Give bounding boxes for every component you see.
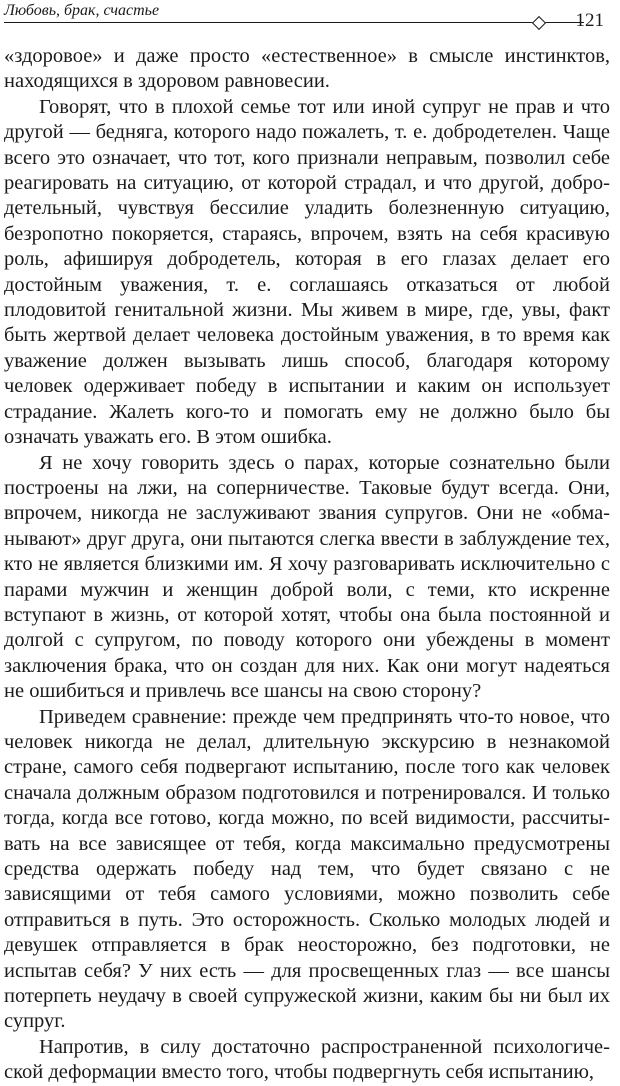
paragraph: Говорят, что в плохой семье тот или иной супруг не прав и что другой — бедняга, которого надо пожалеть, т. е. добродетелен. Чаще всего это означает, что тот, кого признали неправым, позволил себе реагировать на ситуацию, от которой страдал, и что другой, добродетельный, чувствуя бессилие уладить болезненную ситуацию, безропотно покоряется, стараясь, впрочем, взять на себя красивую роль, афишируя добродетель, которая в его глазах делает его достойным уважения, т. е. соглашаясь отказаться от любой плодовитой генитальной жизни. Мы живем в мире, где, увы, факт быть жертвой делает человека достойным уважения, в то время как уважение должен вызывать лишь способ, благодаря которому человек одерживает победу в испытании и каким он использует страдание. Жалеть кого-то и помогать ему не должно было бы означать уважать его. В этом ошибка. [4, 95, 610, 449]
running-header [4, 0, 614, 44]
body-text [4, 44, 610, 1086]
paragraph: Напротив, в силу достаточно распространенной психологической деформации вместо того, чтобы подвергнуть себя испытанию, [4, 1035, 610, 1084]
diamond-ornament-icon [532, 16, 546, 30]
page-number: 121 [575, 10, 604, 31]
paragraph: Приведем сравнение: прежде чем предпринять что-то новое, что человек никогда не делал, длительную экскурсию в незнакомой стране, самого себя подвергают испытанию, после того как человек сначала должным образом подготовился и потренировался. И только тогда, когда все готово, когда можно, по всей видимости, рассчитывать на все зависящее от тебя, когда максимально предусмотрены средства одержать победу над тем, что будет связано с не зависящими от тебя самого условиями, можно позволить себе отправиться в путь. Это осторожность. Сколько молодых людей и девушек отправляется в брак неосторожно, без подготовки, не испытав себя? У них есть — для просвещенных глаз — все шансы потерпеть неудачу в своей супружеской жизни, каким бы ни был их супруг. [4, 705, 610, 1033]
running-title: Любовь, брак, счастье [4, 2, 160, 19]
paragraph: Я не хочу говорить здесь о парах, которые сознательно были построены на лжи, на соперничестве. Таковые будут всегда. Они, впрочем, никогда не заслуживают звания супругов. Они не «обманывают» друг друга, они пытаются слегка ввести в заблуждение тех, кто не является близкими им. Я хочу разговаривать исключительно с парами мужчин и женщин доброй воли, с теми, кто искренне вступают в жизнь, от которой хотят, чтобы она была постоянной и долгой с супругом, по поводу которого они убеждены в момент заключения брака, что он создан для них. Как они могут надеяться не ошибиться и привлечь все шансы на свою сторону? [4, 451, 610, 703]
header-rule [4, 22, 584, 23]
paragraph-continuation: «здоровое» и даже просто «естественное» в смысле инстинктов, находящихся в здоровом равновесии. [4, 45, 610, 93]
